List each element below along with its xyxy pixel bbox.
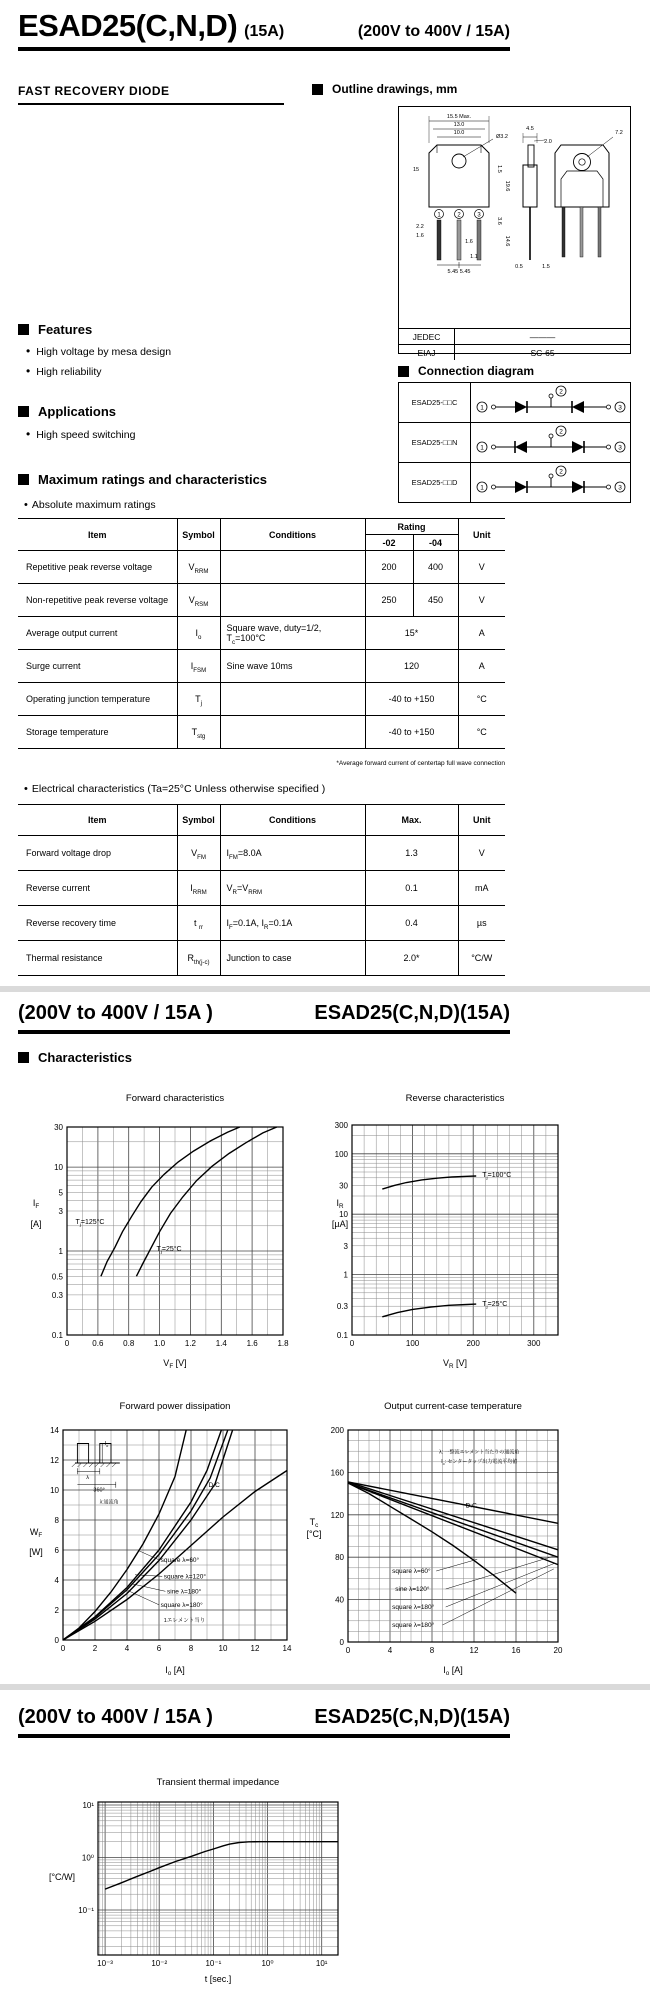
section-square-icon: [18, 324, 29, 335]
cell-symbol: $I_{RRM}$: [177, 871, 220, 906]
x-axis-label: $V_R$ [V]: [442, 1358, 468, 1370]
col-header-symbol: Symbol: [177, 805, 220, 836]
x-axis-label: t [sec.]: [204, 1974, 232, 1984]
tick-label: 300: [527, 1339, 541, 1348]
eiaj-row: [399, 344, 630, 360]
tick-label: 8: [188, 1644, 194, 1653]
tick-label: 20: [553, 1646, 563, 1655]
footnote: *Average forward current of centertap full wave connection: [336, 760, 505, 767]
page-title: [18, 8, 510, 44]
jedec-label: JEDEC: [399, 329, 455, 344]
cell-max: 0.1: [365, 871, 458, 906]
page-separator: [0, 1684, 650, 1690]
x-axis-label: $V_F$ [V]: [163, 1358, 187, 1370]
cell-unit: °C: [458, 716, 505, 749]
cell-conditions: [220, 683, 365, 716]
tick-label: 10⁻³: [97, 1959, 113, 1968]
cell-max: 1.3: [365, 836, 458, 871]
x-axis-label: $I_o$ [A]: [165, 1665, 185, 1677]
dimension-label: 15: [412, 167, 420, 173]
tick-label: 1: [343, 1270, 348, 1280]
diode-circuit-common-cathode: [472, 384, 630, 422]
cell-conditions: $I_F=0.1A$, $I_R=0.1A$: [220, 906, 365, 941]
section-square-icon: [18, 474, 29, 485]
voltage-range: (200V to 400V / 15A): [357, 23, 510, 40]
cell-rating-04: 450: [413, 584, 458, 617]
connection-part-label: ESAD25-□□C: [399, 383, 471, 422]
dimension-label: 14.6: [504, 235, 510, 247]
cell-symbol: $V_{RSM}$: [177, 584, 220, 617]
cell-symbol: $V_{RRM}$: [177, 551, 220, 584]
tick-label: 0: [60, 1644, 66, 1653]
tick-label: 300: [334, 1121, 348, 1130]
curve-label: λ: 一整流エレメント当たりの通流角: [439, 1449, 520, 1456]
chart-transient-thermal-impedance: [30, 1772, 375, 1994]
tick-label: 0.3: [51, 1290, 63, 1300]
outline-heading-label: Outline drawings, mm: [332, 82, 458, 96]
page3-range: (200V to 400V / 15A ): [18, 1706, 213, 1728]
cell-rating: 120: [365, 650, 458, 683]
tick-label: 8: [54, 1516, 59, 1525]
cell-rating-02: 200: [365, 551, 413, 584]
current-rating: (15A): [244, 23, 285, 40]
cell-item: Reverse recovery time: [18, 906, 177, 941]
tick-label: 120: [330, 1510, 344, 1520]
tick-label: 0: [339, 1638, 344, 1647]
connection-heading: [398, 364, 534, 378]
tick-label: 0: [54, 1636, 59, 1645]
table-row: [18, 836, 505, 871]
chart-title: Output current-case temperature: [384, 1401, 522, 1412]
eiaj-value: SC-65: [530, 347, 555, 358]
electrical-characteristics-table: [18, 804, 505, 976]
outline-drawing: [399, 107, 630, 323]
curve-label: square λ=180°: [392, 1622, 435, 1630]
pin-number: 1: [479, 443, 484, 451]
col-header-symbol: Symbol: [177, 519, 220, 551]
col-header-rating: Rating: [365, 519, 458, 535]
cell-symbol: $T_{stg}$: [177, 716, 220, 749]
cell-symbol: $I_{FSM}$: [177, 650, 220, 683]
tick-label: 100: [405, 1339, 420, 1348]
dimension-label: 7.2: [615, 130, 623, 136]
abs-ratings-subheading: • Absolute maximum ratings: [24, 499, 156, 511]
tick-label: 200: [466, 1339, 480, 1348]
curve-label: square λ=60°: [392, 1568, 431, 1576]
cell-unit: °C: [458, 683, 505, 716]
tick-label: 10: [54, 1163, 63, 1173]
pin-number: 2: [558, 427, 563, 435]
pin-number: 1: [437, 212, 441, 219]
curve-label: $I_o$: [104, 1441, 109, 1448]
section-square-icon: [312, 84, 323, 95]
features-heading-label: Features: [38, 322, 93, 337]
curve-label: sine λ=180°: [167, 1588, 202, 1596]
tick-label: 160: [330, 1468, 344, 1478]
cell-unit: V: [458, 551, 505, 584]
cell-unit: °C/W: [458, 941, 505, 976]
col-header-max: Max.: [365, 805, 458, 836]
cell-item: Average output current: [18, 617, 177, 650]
chart-output-current-case-temperature: [300, 1395, 635, 1690]
curve-label: square λ=120°: [163, 1573, 206, 1581]
dimension-label: 5.45 5.45: [447, 269, 471, 275]
dimension-label: 1.6: [416, 233, 424, 239]
cell-item: Operating junction temperature: [18, 683, 177, 716]
tick-label: 14: [50, 1426, 59, 1435]
section-square-icon: [18, 406, 29, 417]
dimension-label: 1.6: [465, 239, 473, 245]
page2-underline: [18, 1030, 510, 1034]
page2-part: ESAD25(C,N,D)(15A): [314, 1002, 510, 1024]
connection-table: [398, 382, 631, 503]
tick-label: 1: [58, 1247, 63, 1257]
cell-unit: A: [458, 650, 505, 683]
connection-part-label: ESAD25-□□D: [399, 463, 471, 502]
col-header-item: Item: [18, 519, 177, 551]
tick-label: 1.6: [246, 1339, 258, 1348]
jedec-value: ———: [529, 331, 556, 342]
dimension-label: 13.0: [453, 122, 465, 128]
cell-unit: µs: [458, 906, 505, 941]
y-axis-label: [W]: [29, 1547, 43, 1557]
cell-symbol: t $_{rr}$: [177, 906, 220, 941]
connection-row: [399, 462, 630, 502]
tick-label: 0.3: [336, 1302, 348, 1312]
pin-number: 2: [558, 387, 563, 395]
dimension-label: 4.5: [526, 126, 534, 132]
cell-conditions: $V_R=V_{RRM}$: [220, 871, 365, 906]
applications-heading-label: Applications: [38, 404, 117, 419]
page2-header: [18, 1002, 510, 1025]
tick-label: 1.0: [154, 1339, 166, 1348]
cell-rating: -40 to +150: [365, 683, 458, 716]
tick-label: 200: [330, 1426, 344, 1435]
tick-label: 0: [345, 1646, 351, 1655]
tick-label: 10: [50, 1486, 59, 1495]
curve-label: square λ=180°: [160, 1602, 203, 1609]
table-row: [18, 617, 505, 650]
table-row: [18, 650, 505, 683]
table-row: [18, 906, 505, 941]
cell-symbol: $R_{th(j-c)}$: [177, 941, 220, 976]
cell-conditions: [220, 716, 365, 749]
page3-header: [18, 1706, 510, 1729]
tick-label: 4: [387, 1646, 393, 1655]
curve-label: D.C: [208, 1482, 220, 1489]
col-header-unit: Unit: [458, 805, 505, 836]
cell-rating-02: 250: [365, 584, 413, 617]
cell-symbol: $I_o$: [177, 617, 220, 650]
col-header-unit: Unit: [458, 519, 505, 551]
curve-label: $T_j=25^\circ C$: [482, 1301, 508, 1311]
curve-label: sine λ=120°: [395, 1586, 430, 1594]
tick-label: 10⁻¹: [78, 1906, 94, 1916]
dimension-label: 3.6: [496, 217, 502, 225]
y-axis-label: [°C]: [306, 1529, 322, 1539]
eiaj-label: EIAJ: [399, 345, 455, 360]
cell-symbol: $V_{FM}$: [177, 836, 220, 871]
tick-label: 80: [335, 1553, 344, 1563]
dimension-label: 15.5 Max.: [446, 114, 472, 120]
connection-circuit: [471, 383, 630, 422]
cell-unit: mA: [458, 871, 505, 906]
tick-label: 0.8: [123, 1339, 135, 1348]
device-type-subtitle: FAST RECOVERY DIODE: [18, 84, 284, 105]
section-square-icon: [398, 366, 409, 377]
tick-label: 1.2: [184, 1339, 196, 1348]
tick-label: 10¹: [315, 1959, 328, 1968]
tick-label: 12: [469, 1646, 479, 1655]
tick-label: 1.8: [277, 1339, 289, 1348]
dimension-label: Ø3.2: [496, 134, 508, 140]
section-square-icon: [18, 1052, 29, 1063]
pin-number: 3: [617, 403, 622, 411]
x-axis-label: $I_o$ [A]: [443, 1665, 463, 1677]
feature-item: • High reliability: [26, 364, 102, 378]
tick-label: 0.1: [336, 1331, 348, 1340]
jedec-row: [399, 328, 630, 344]
dimension-label: 2.2: [416, 224, 424, 230]
tick-label: 16: [511, 1646, 521, 1655]
chart-forward-characteristics: [20, 1088, 320, 1383]
features-heading: [18, 322, 92, 337]
tick-label: 30: [339, 1181, 348, 1191]
page2-range: (200V to 400V / 15A ): [18, 1002, 213, 1024]
curve-label: square λ=60°: [160, 1557, 200, 1564]
dimension-label: 10.0: [453, 130, 465, 136]
dimension-label: 19.6: [504, 180, 510, 192]
tick-label: 2: [92, 1644, 98, 1653]
part-number: ESAD25(C,N,D): [18, 8, 238, 43]
tick-label: 10⁻²: [151, 1959, 168, 1968]
curve-label: D.C: [465, 1502, 477, 1510]
cell-conditions: Square wave, duty=1/2, $T_c=100^\circ C$: [220, 617, 365, 650]
y-axis-label: [µA]: [331, 1219, 349, 1229]
electrical-heading: • Electrical characteristics (Ta=25°C Unless otherwise specified ): [24, 783, 325, 795]
curve-label: 360°: [93, 1487, 105, 1494]
connection-part-label: ESAD25-□□N: [399, 423, 471, 462]
dimension-label: 1.5: [542, 264, 550, 270]
cell-item: Reverse current: [18, 871, 177, 906]
cell-item: Non-repetitive peak reverse voltage: [18, 584, 177, 617]
cell-item: Thermal resistance: [18, 941, 177, 976]
pin-number: 1: [479, 403, 484, 411]
pin-number: 2: [558, 467, 563, 475]
tick-label: 4: [54, 1576, 59, 1585]
tick-label: 0: [64, 1339, 70, 1348]
col-header-04: -04: [413, 535, 458, 551]
tick-label: 100: [334, 1149, 348, 1159]
characteristics-heading: [18, 1050, 132, 1065]
characteristics-heading-label: Characteristics: [38, 1050, 132, 1065]
cell-item: Surge current: [18, 650, 177, 683]
table-row: [18, 941, 505, 976]
tick-label: 10⁻¹: [205, 1959, 222, 1968]
table-header-row: [18, 519, 505, 535]
page3-underline: [18, 1734, 510, 1738]
tick-label: 0.5: [51, 1272, 63, 1282]
tick-label: 6: [156, 1644, 162, 1653]
tick-label: 2: [54, 1606, 59, 1615]
outline-heading: [312, 82, 457, 96]
connection-circuit: [471, 423, 630, 462]
curve-label: $T_j=100^\circ C$: [482, 1172, 512, 1182]
tick-label: 5: [58, 1188, 63, 1198]
abs-max-ratings-table: [18, 518, 505, 749]
col-header-item: Item: [18, 805, 177, 836]
table-row: [18, 584, 505, 617]
connection-row: [399, 383, 630, 422]
diode-circuit-series: [472, 464, 630, 502]
outline-box: [398, 106, 631, 358]
curve-label: λ:通流角: [99, 1499, 119, 1506]
col-header-02: -02: [365, 535, 413, 551]
pin-number: 2: [457, 212, 461, 219]
curve-label: 1エレメント当り: [163, 1618, 206, 1624]
tick-label: 10⁰: [261, 1959, 274, 1968]
curve-label: $I_o$: センタータップ出力電流平均値: [441, 1458, 518, 1466]
cell-unit: A: [458, 617, 505, 650]
pin-number: 3: [617, 443, 622, 451]
tick-label: 10¹: [82, 1800, 94, 1810]
table-header-row: [18, 805, 505, 836]
tick-label: 14: [282, 1644, 292, 1653]
cell-max: 2.0*: [365, 941, 458, 976]
connection-heading-label: Connection diagram: [418, 364, 535, 378]
chart-title: Forward characteristics: [125, 1093, 225, 1104]
cell-conditions: $I_{FM}=8.0A$: [220, 836, 365, 871]
dimension-label: 2.0: [544, 139, 552, 145]
cell-item: Repetitive peak reverse voltage: [18, 551, 177, 584]
page-separator: [0, 986, 650, 992]
tick-label: 0.6: [92, 1339, 104, 1348]
dimension-label: 0.5: [515, 264, 523, 270]
y-axis-label: $W_F$: [29, 1527, 43, 1539]
tick-label: 10: [339, 1210, 348, 1220]
tick-label: 30: [54, 1123, 63, 1132]
tick-label: 10: [218, 1644, 228, 1653]
dimension-label: 1.5: [496, 165, 502, 173]
cell-rating: -40 to +150: [365, 716, 458, 749]
cell-item: Forward voltage drop: [18, 836, 177, 871]
y-axis-label: $I_F$: [32, 1198, 40, 1210]
curve-label: λ: [86, 1474, 89, 1481]
applications-heading: [18, 404, 116, 419]
table-row: [18, 871, 505, 906]
tick-label: 0.1: [51, 1331, 63, 1340]
tick-label: 40: [335, 1595, 344, 1605]
title-underline: [18, 47, 510, 51]
cell-unit: V: [458, 584, 505, 617]
max-ratings-heading-label: Maximum ratings and characteristics: [38, 472, 268, 487]
cell-rating: 15*: [365, 617, 458, 650]
table-row: [18, 683, 505, 716]
series-line: [101, 1127, 240, 1276]
chart-title: Transient thermal impedance: [156, 1777, 280, 1788]
cell-max: 0.4: [365, 906, 458, 941]
pin-number: 3: [617, 483, 622, 491]
chart-title: Reverse characteristics: [405, 1093, 505, 1104]
cell-rating-04: 400: [413, 551, 458, 584]
curve-label: $T_j=25^\circ C$: [156, 1246, 182, 1256]
cell-conditions: [220, 551, 365, 584]
series-line: [136, 1127, 276, 1276]
cell-item: Storage temperature: [18, 716, 177, 749]
connection-row: [399, 422, 630, 462]
curve-label: $T_j=125^\circ C$: [75, 1218, 105, 1228]
col-header-conditions: Conditions: [220, 519, 365, 551]
tick-label: 12: [250, 1644, 260, 1653]
y-axis-label: [°C/W]: [48, 1872, 76, 1882]
application-item: • High speed switching: [26, 427, 135, 441]
tick-label: 8: [429, 1646, 435, 1655]
tick-label: 12: [50, 1456, 59, 1465]
y-axis-label: $I_R$: [336, 1198, 344, 1210]
curve-label: square λ=180°: [392, 1604, 435, 1612]
cell-conditions: [220, 584, 365, 617]
page3-part: ESAD25(C,N,D)(15A): [314, 1706, 510, 1728]
diode-circuit-common-anode: [472, 424, 630, 462]
cell-conditions: Sine wave 10ms: [220, 650, 365, 683]
chart-forward-power-dissipation: [20, 1395, 320, 1690]
pin-number: 3: [477, 212, 481, 219]
feature-item: • High voltage by mesa design: [26, 344, 171, 358]
cell-unit: V: [458, 836, 505, 871]
chart-reverse-characteristics: [330, 1088, 630, 1383]
dimension-label: 1.1: [470, 254, 478, 260]
connection-circuit: [471, 463, 630, 502]
tick-label: 1.4: [215, 1339, 227, 1348]
tick-label: 10⁰: [81, 1853, 94, 1863]
table-row: [18, 716, 505, 749]
tick-label: 0: [349, 1339, 355, 1348]
y-axis-label: $T_c$: [309, 1517, 319, 1529]
pin-number: 1: [479, 483, 484, 491]
tick-label: 3: [343, 1241, 348, 1251]
cell-symbol: $T_j$: [177, 683, 220, 716]
max-ratings-heading: [18, 472, 267, 487]
cell-conditions: Junction to case: [220, 941, 365, 976]
table-row: [18, 551, 505, 584]
col-header-conditions: Conditions: [220, 805, 365, 836]
tick-label: 6: [54, 1546, 59, 1555]
tick-label: 4: [124, 1644, 130, 1653]
chart-title: Forward power dissipation: [119, 1401, 231, 1412]
tick-label: 3: [58, 1206, 63, 1216]
y-axis-label: [A]: [30, 1219, 42, 1229]
